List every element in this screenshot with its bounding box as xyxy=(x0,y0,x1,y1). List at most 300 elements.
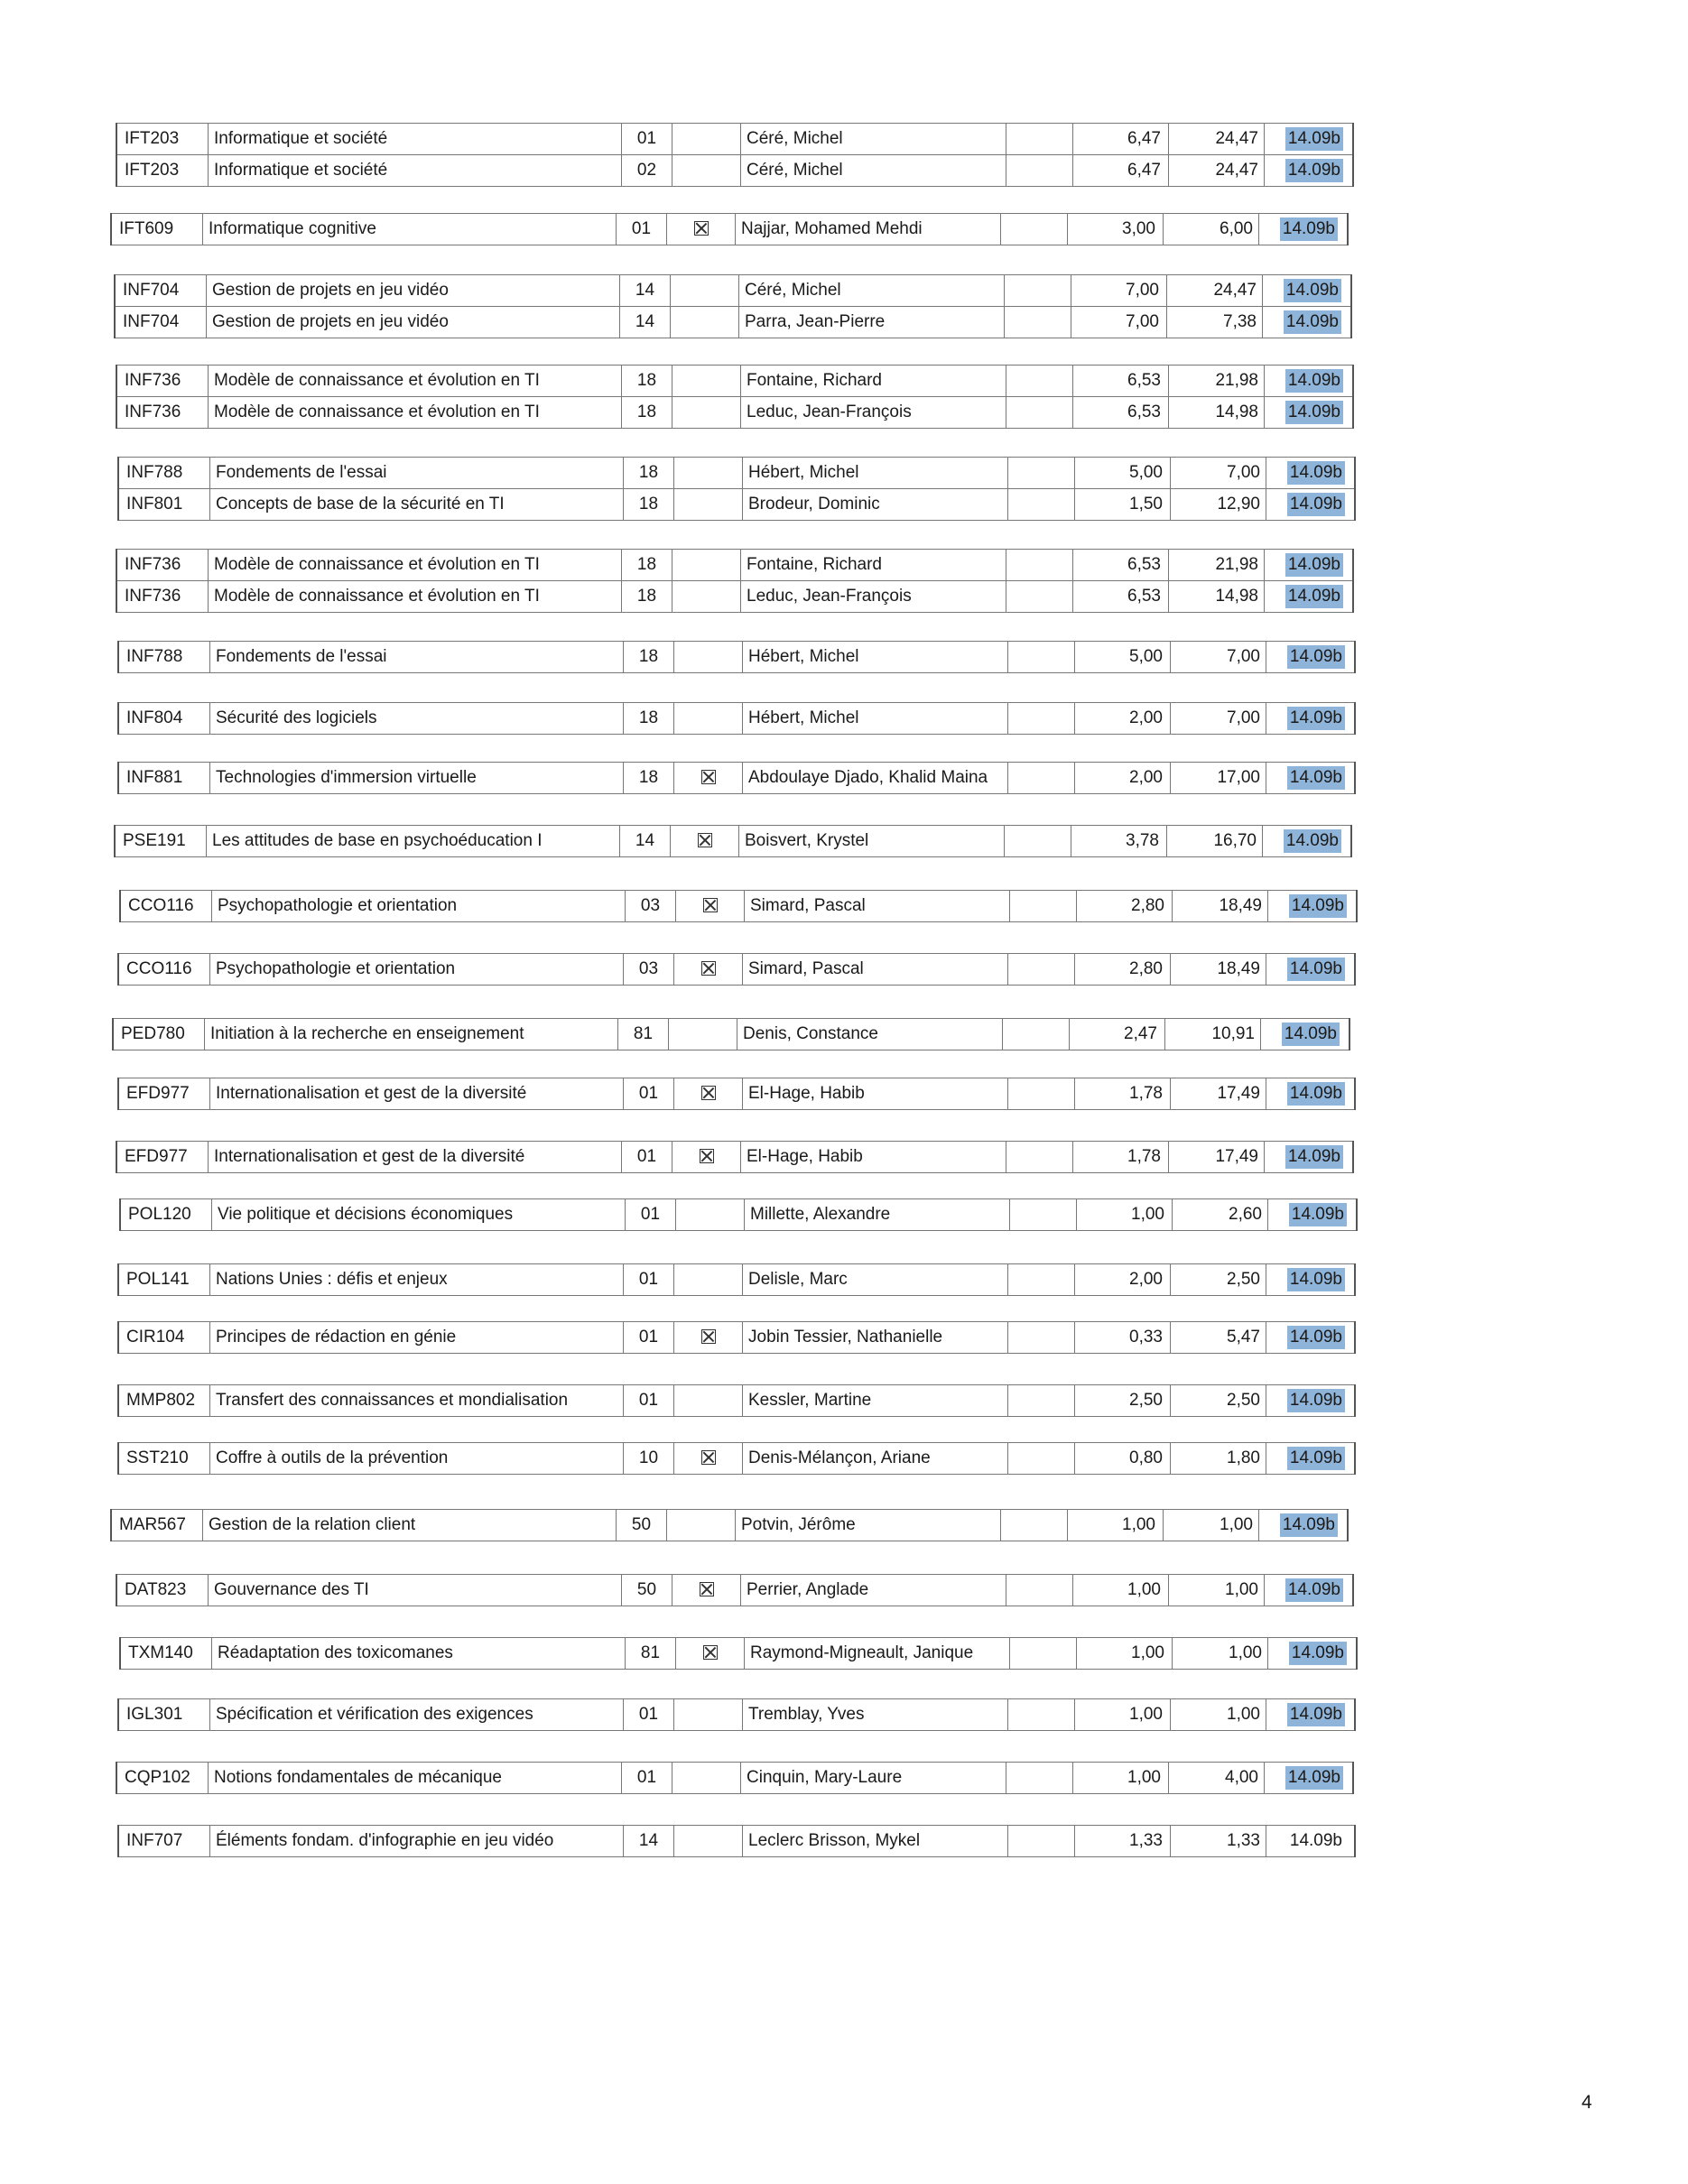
status-code xyxy=(1262,275,1349,306)
status-badge: 14.09b xyxy=(1285,1766,1343,1790)
value-1: 2,80 xyxy=(1074,954,1170,985)
group-number: 01 xyxy=(616,214,666,245)
status-badge: 14.09b xyxy=(1285,553,1343,577)
status-code xyxy=(1267,1638,1354,1669)
checkbox-icon xyxy=(700,1582,714,1596)
course-code: IFT609 xyxy=(119,219,174,238)
value-1: 2,00 xyxy=(1074,1264,1170,1295)
group-number: 01 xyxy=(621,1763,672,1793)
value-1: 0,33 xyxy=(1074,1322,1170,1353)
checkbox-cell xyxy=(672,155,740,186)
value-1: 2,47 xyxy=(1069,1019,1164,1050)
group-number: 18 xyxy=(621,366,672,396)
course-code: INF736 xyxy=(125,371,181,390)
status-badge: 14.09b xyxy=(1289,1642,1347,1665)
status-code xyxy=(1266,1078,1352,1109)
status-badge: 14.09b xyxy=(1287,493,1345,516)
group-number: 14 xyxy=(619,826,670,856)
value-2: 24,47 xyxy=(1168,124,1264,154)
status-code xyxy=(1264,1142,1350,1172)
professor-name: Brodeur, Dominic xyxy=(742,489,1007,520)
table-row xyxy=(117,123,1352,154)
status-code xyxy=(1264,550,1350,580)
value-2: 24,47 xyxy=(1166,275,1262,306)
course-code: EFD977 xyxy=(125,1147,188,1166)
value-1: 3,00 xyxy=(1067,214,1163,245)
status-badge: 14.09b xyxy=(1287,958,1345,981)
group-number: 10 xyxy=(623,1443,673,1474)
checkbox-cell xyxy=(675,891,744,921)
checkbox-cell xyxy=(675,1199,744,1230)
course-code: DAT823 xyxy=(125,1580,187,1599)
status-badge: 14.09b xyxy=(1280,217,1338,241)
blank-cell xyxy=(1007,1699,1074,1730)
professor-name: Raymond-Migneault, Janique xyxy=(744,1638,1009,1669)
status-badge: 14.09b xyxy=(1287,1082,1345,1106)
value-1: 2,00 xyxy=(1074,763,1170,793)
table-row xyxy=(116,306,1350,338)
value-1: 3,78 xyxy=(1071,826,1166,856)
status-code xyxy=(1258,214,1345,245)
group-number: 01 xyxy=(623,1322,673,1353)
status-badge: 14.09b xyxy=(1287,1268,1345,1291)
blank-cell xyxy=(1009,1638,1076,1669)
table-row xyxy=(119,1078,1354,1110)
group-number: 14 xyxy=(623,1826,673,1856)
blank-cell xyxy=(1007,1322,1074,1353)
blank-cell xyxy=(1007,1385,1074,1416)
status-code xyxy=(1264,397,1350,428)
status-code xyxy=(1264,155,1350,186)
status-badge: 14.09b xyxy=(1280,1513,1338,1537)
course-code: PED780 xyxy=(121,1024,185,1043)
row-group xyxy=(117,762,1356,794)
value-1: 6,53 xyxy=(1072,366,1168,396)
professor-name: Potvin, Jérôme xyxy=(735,1510,1000,1541)
course-title: Technologies d'immersion virtuelle xyxy=(209,763,623,793)
course-title: Spécification et vérification des exigences xyxy=(209,1699,623,1730)
status-badge: 14.09b xyxy=(1285,159,1343,182)
status-badge: 14.09b xyxy=(1287,707,1345,730)
status-code xyxy=(1266,954,1352,985)
checkbox-icon xyxy=(701,1329,716,1344)
table-row xyxy=(121,890,1356,922)
status-code xyxy=(1266,703,1352,734)
professor-name: Jobin Tessier, Nathanielle xyxy=(742,1322,1007,1353)
value-1: 0,80 xyxy=(1074,1443,1170,1474)
course-code: CCO116 xyxy=(128,896,194,915)
value-2: 14,98 xyxy=(1168,397,1264,428)
blank-cell xyxy=(1007,763,1074,793)
value-2: 18,49 xyxy=(1172,891,1267,921)
blank-cell xyxy=(1007,954,1074,985)
checkbox-cell xyxy=(672,581,740,612)
status-code xyxy=(1266,489,1352,520)
row-group xyxy=(117,1442,1356,1475)
checkbox-cell xyxy=(673,1385,742,1416)
value-1: 6,47 xyxy=(1072,124,1168,154)
table-row xyxy=(117,1141,1352,1173)
value-2: 10,91 xyxy=(1164,1019,1260,1050)
blank-cell xyxy=(1000,214,1067,245)
checkbox-cell xyxy=(666,1510,735,1541)
group-number: 03 xyxy=(625,891,675,921)
value-2: 1,00 xyxy=(1168,1575,1264,1606)
course-code: INF736 xyxy=(125,587,181,606)
checkbox-icon xyxy=(703,898,718,912)
status-badge: 14.09b xyxy=(1284,310,1341,334)
checkbox-cell xyxy=(672,1142,740,1172)
value-1: 6,53 xyxy=(1072,581,1168,612)
group-number: 14 xyxy=(619,307,670,338)
group-number: 50 xyxy=(621,1575,672,1606)
course-title: Coffre à outils de la prévention xyxy=(209,1443,623,1474)
row-group xyxy=(117,1825,1356,1857)
table-row xyxy=(116,274,1350,306)
course-title: Modèle de connaissance et évolution en TI xyxy=(208,550,621,580)
blank-cell xyxy=(1006,1142,1072,1172)
value-1: 2,80 xyxy=(1076,891,1172,921)
course-title: Les attitudes de base en psychoéducation I xyxy=(206,826,619,856)
checkbox-cell xyxy=(673,458,742,488)
professor-name: Céré, Michel xyxy=(740,124,1006,154)
course-title: Principes de rédaction en génie xyxy=(209,1322,623,1353)
course-title: Notions fondamentales de mécanique xyxy=(208,1763,621,1793)
course-code: INF788 xyxy=(126,647,183,666)
status-code xyxy=(1264,366,1350,396)
row-group xyxy=(116,1574,1354,1606)
course-title: Sécurité des logiciels xyxy=(209,703,623,734)
group-number: 01 xyxy=(623,1385,673,1416)
checkbox-cell xyxy=(672,397,740,428)
table-row xyxy=(117,365,1352,396)
row-group xyxy=(117,457,1356,521)
row-group xyxy=(117,1698,1356,1731)
status-badge: 14.09b xyxy=(1285,1145,1343,1169)
table-row xyxy=(117,549,1352,580)
blank-cell xyxy=(1006,1575,1072,1606)
value-1: 7,00 xyxy=(1071,307,1166,338)
checkbox-cell xyxy=(675,1638,744,1669)
status-badge: 14.09b xyxy=(1287,645,1345,669)
checkbox-cell xyxy=(668,1019,737,1050)
table-row xyxy=(114,1018,1349,1050)
course-title: Informatique cognitive xyxy=(202,214,616,245)
group-number: 81 xyxy=(617,1019,668,1050)
course-title: Psychopathologie et orientation xyxy=(211,891,625,921)
table-row xyxy=(119,488,1354,521)
professor-name: Leclerc Brisson, Mykel xyxy=(742,1826,1007,1856)
course-title: Fondements de l'essai xyxy=(209,458,623,488)
checkbox-cell xyxy=(673,703,742,734)
value-2: 1,00 xyxy=(1163,1510,1258,1541)
course-title: Concepts de base de la sécurité en TI xyxy=(209,489,623,520)
checkbox-icon xyxy=(701,770,716,784)
table-row xyxy=(119,702,1354,735)
checkbox-cell xyxy=(673,1264,742,1295)
value-2: 6,00 xyxy=(1163,214,1258,245)
value-1: 1,00 xyxy=(1067,1510,1163,1541)
value-1: 6,53 xyxy=(1072,397,1168,428)
value-2: 18,49 xyxy=(1170,954,1266,985)
group-number: 02 xyxy=(621,155,672,186)
blank-cell xyxy=(1007,1264,1074,1295)
row-group xyxy=(110,1509,1349,1541)
professor-name: Simard, Pascal xyxy=(744,891,1009,921)
group-number: 18 xyxy=(621,550,672,580)
checkbox-cell xyxy=(673,1078,742,1109)
value-2: 17,49 xyxy=(1168,1142,1264,1172)
checkbox-icon xyxy=(703,1645,718,1660)
blank-cell xyxy=(1000,1510,1067,1541)
value-1: 7,00 xyxy=(1071,275,1166,306)
course-title: Nations Unies : défis et enjeux xyxy=(209,1264,623,1295)
status-code xyxy=(1267,891,1354,921)
status-badge: 14.09b xyxy=(1285,401,1343,424)
checkbox-cell xyxy=(673,763,742,793)
value-2: 17,49 xyxy=(1170,1078,1266,1109)
course-code: SST210 xyxy=(126,1448,189,1467)
status-badge: 14.09b xyxy=(1287,1703,1345,1726)
table-row xyxy=(117,580,1352,613)
blank-cell xyxy=(1006,124,1072,154)
status-code xyxy=(1260,1019,1347,1050)
value-2: 2,50 xyxy=(1170,1264,1266,1295)
checkbox-cell xyxy=(673,1826,742,1856)
table-row xyxy=(119,1384,1354,1417)
table-row xyxy=(117,1762,1352,1794)
status-code xyxy=(1266,458,1352,488)
value-1: 1,00 xyxy=(1072,1763,1168,1793)
professor-name: El-Hage, Habib xyxy=(740,1142,1006,1172)
value-2: 4,00 xyxy=(1168,1763,1264,1793)
row-group xyxy=(114,274,1352,338)
group-number: 18 xyxy=(621,397,672,428)
course-code: EFD977 xyxy=(126,1084,190,1103)
course-code: TXM140 xyxy=(128,1643,193,1662)
blank-cell xyxy=(1009,1199,1076,1230)
row-group xyxy=(116,1141,1354,1173)
group-number: 01 xyxy=(623,1699,673,1730)
status-code xyxy=(1266,1322,1352,1353)
blank-cell xyxy=(1007,1078,1074,1109)
value-2: 21,98 xyxy=(1168,550,1264,580)
course-code: MMP802 xyxy=(126,1391,196,1410)
status-code xyxy=(1266,1699,1352,1730)
blank-cell xyxy=(1006,155,1072,186)
course-code: INF788 xyxy=(126,463,183,482)
group-number: 50 xyxy=(616,1510,666,1541)
blank-cell xyxy=(1007,642,1074,672)
group-number: 18 xyxy=(623,458,673,488)
row-group xyxy=(117,702,1356,735)
status-badge: 14.09b xyxy=(1287,1389,1345,1412)
professor-name: Hébert, Michel xyxy=(742,703,1007,734)
professor-name: Céré, Michel xyxy=(738,275,1004,306)
course-title: Initiation à la recherche en enseignement xyxy=(204,1019,617,1050)
group-number: 18 xyxy=(623,703,673,734)
row-group xyxy=(110,213,1349,245)
value-1: 5,00 xyxy=(1074,458,1170,488)
status-code xyxy=(1266,1264,1352,1295)
status-badge: 14.09b xyxy=(1289,1203,1347,1226)
group-number: 01 xyxy=(621,1142,672,1172)
value-1: 1,78 xyxy=(1074,1078,1170,1109)
group-number: 01 xyxy=(623,1078,673,1109)
table-row xyxy=(121,1198,1356,1231)
table-row xyxy=(112,213,1347,245)
course-code: INF704 xyxy=(123,281,180,300)
value-1: 2,00 xyxy=(1074,703,1170,734)
status-badge: 14.09b xyxy=(1289,1831,1342,1850)
value-2: 2,50 xyxy=(1170,1385,1266,1416)
value-2: 7,00 xyxy=(1170,703,1266,734)
course-code: IFT203 xyxy=(125,161,180,180)
blank-cell xyxy=(1002,1019,1069,1050)
status-badge: 14.09b xyxy=(1285,127,1343,151)
value-1: 6,53 xyxy=(1072,550,1168,580)
course-code: PSE191 xyxy=(123,831,186,850)
page-number: 4 xyxy=(1581,2092,1592,2113)
status-code xyxy=(1264,1763,1350,1793)
checkbox-cell xyxy=(673,489,742,520)
course-title: Éléments fondam. d'infographie en jeu vidéo xyxy=(209,1826,623,1856)
course-title: Gestion de la relation client xyxy=(202,1510,616,1541)
course-title: Réadaptation des toxicomanes xyxy=(211,1638,625,1669)
course-title: Informatique et société xyxy=(208,124,621,154)
professor-name: Fontaine, Richard xyxy=(740,366,1006,396)
course-title: Vie politique et décisions économiques xyxy=(211,1199,625,1230)
table-row xyxy=(116,825,1350,857)
table-row xyxy=(119,1442,1354,1475)
course-code: INF704 xyxy=(123,312,180,331)
checkbox-cell xyxy=(673,1699,742,1730)
course-code: INF736 xyxy=(125,403,181,421)
course-code: POL141 xyxy=(126,1270,190,1289)
professor-name: Cinquin, Mary-Laure xyxy=(740,1763,1006,1793)
course-code: CIR104 xyxy=(126,1328,185,1346)
status-badge: 14.09b xyxy=(1282,1023,1340,1046)
checkbox-cell xyxy=(673,1443,742,1474)
professor-name: Hébert, Michel xyxy=(742,642,1007,672)
row-group xyxy=(117,641,1356,673)
course-code: CQP102 xyxy=(125,1768,190,1787)
table-row xyxy=(119,1321,1354,1354)
table-row xyxy=(119,953,1354,986)
row-group xyxy=(117,1384,1356,1417)
blank-cell xyxy=(1007,703,1074,734)
course-code: INF736 xyxy=(125,555,181,574)
value-2: 16,70 xyxy=(1166,826,1262,856)
blank-cell xyxy=(1004,275,1071,306)
status-code xyxy=(1266,642,1352,672)
group-number: 18 xyxy=(623,642,673,672)
professor-name: Simard, Pascal xyxy=(742,954,1007,985)
professor-name: Denis, Constance xyxy=(737,1019,1002,1050)
status-badge: 14.09b xyxy=(1284,279,1341,302)
table-row xyxy=(119,1263,1354,1296)
value-1: 1,50 xyxy=(1074,489,1170,520)
value-2: 7,00 xyxy=(1170,458,1266,488)
checkbox-cell xyxy=(666,214,735,245)
checkbox-icon xyxy=(698,833,712,847)
blank-cell xyxy=(1004,307,1071,338)
table-row xyxy=(121,1637,1356,1670)
course-title: Gestion de projets en jeu vidéo xyxy=(206,275,619,306)
blank-cell xyxy=(1006,1763,1072,1793)
checkbox-cell xyxy=(672,124,740,154)
course-title: Psychopathologie et orientation xyxy=(209,954,623,985)
professor-name: El-Hage, Habib xyxy=(742,1078,1007,1109)
row-group xyxy=(116,1762,1354,1794)
checkbox-icon xyxy=(701,1450,716,1465)
checkbox-cell xyxy=(672,366,740,396)
course-code: CCO116 xyxy=(126,959,192,978)
checkbox-cell xyxy=(672,1575,740,1606)
status-badge: 14.09b xyxy=(1284,829,1341,853)
status-code xyxy=(1266,1385,1352,1416)
blank-cell xyxy=(1007,489,1074,520)
professor-name: Denis-Mélançon, Ariane xyxy=(742,1443,1007,1474)
course-title: Fondements de l'essai xyxy=(209,642,623,672)
group-number: 14 xyxy=(619,275,670,306)
value-2: 21,98 xyxy=(1168,366,1264,396)
status-code xyxy=(1258,1510,1345,1541)
status-badge: 14.09b xyxy=(1287,461,1345,485)
status-code xyxy=(1264,124,1350,154)
course-code: INF881 xyxy=(126,768,183,787)
value-1: 2,50 xyxy=(1074,1385,1170,1416)
status-code xyxy=(1262,826,1349,856)
group-number: 81 xyxy=(625,1638,675,1669)
value-1: 5,00 xyxy=(1074,642,1170,672)
row-group xyxy=(114,825,1352,857)
professor-name: Leduc, Jean-François xyxy=(740,581,1006,612)
status-code xyxy=(1262,307,1349,338)
checkbox-cell xyxy=(672,550,740,580)
professor-name: Kessler, Martine xyxy=(742,1385,1007,1416)
value-2: 1,80 xyxy=(1170,1443,1266,1474)
value-2: 5,47 xyxy=(1170,1322,1266,1353)
course-title: Modèle de connaissance et évolution en TI xyxy=(208,397,621,428)
value-1: 1,00 xyxy=(1074,1699,1170,1730)
professor-name: Boisvert, Krystel xyxy=(738,826,1004,856)
course-code: INF804 xyxy=(126,708,183,727)
status-code xyxy=(1266,763,1352,793)
status-badge: 14.09b xyxy=(1287,766,1345,790)
group-number: 18 xyxy=(623,763,673,793)
row-group xyxy=(117,1078,1356,1110)
status-badge: 14.09b xyxy=(1285,1578,1343,1602)
course-code: INF801 xyxy=(126,495,183,514)
course-code: INF707 xyxy=(126,1831,183,1850)
blank-cell xyxy=(1006,397,1072,428)
status-code xyxy=(1266,1443,1352,1474)
checkbox-icon xyxy=(701,1086,716,1100)
blank-cell xyxy=(1007,1826,1074,1856)
value-2: 12,90 xyxy=(1170,489,1266,520)
checkbox-cell xyxy=(670,275,738,306)
professor-name: Hébert, Michel xyxy=(742,458,1007,488)
table-row xyxy=(119,1698,1354,1731)
status-badge: 14.09b xyxy=(1285,369,1343,393)
course-title: Modèle de connaissance et évolution en TI xyxy=(208,366,621,396)
checkbox-cell xyxy=(673,1322,742,1353)
row-group xyxy=(119,1637,1358,1670)
course-title: Gouvernance des TI xyxy=(208,1575,621,1606)
status-badge: 14.09b xyxy=(1289,894,1347,918)
professor-name: Millette, Alexandre xyxy=(744,1199,1009,1230)
